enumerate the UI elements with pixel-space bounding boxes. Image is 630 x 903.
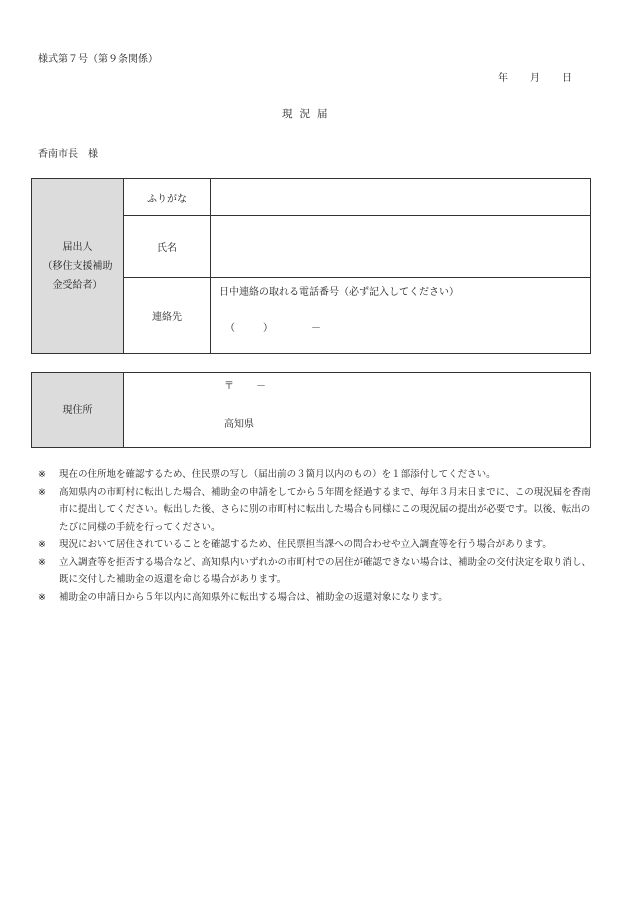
address-field[interactable] — [124, 373, 591, 448]
applicant-table — [31, 178, 591, 354]
note-text: 立入調査等を拒否する場合など、高知県内いずれかの市町村での居住が確認できない場合は、補助金の交付決定を取り消し、既に交付した補助金の返還を命じる場合があります。 — [59, 556, 592, 585]
applicant-group-text: 届出人 （移住支援補助 金受給者） — [42, 241, 113, 291]
furigana-label: ふりがな — [124, 179, 211, 216]
contact-note: 日中連絡の取れる電話番号（必ず記入してください） — [219, 287, 459, 298]
name-label: 氏名 — [124, 216, 211, 278]
addressee: 香南市長 様 — [38, 149, 98, 160]
date-line — [498, 69, 572, 84]
note-mark: ※ — [38, 486, 46, 498]
date-month-label: 月 — [530, 73, 540, 84]
postal-dash: － — [256, 381, 266, 392]
phone-number-format — [225, 319, 321, 334]
note-mark: ※ — [38, 539, 46, 550]
note-text: 現況において居住されていることを確認するため、住民票担当課への問合わせや立入調査等を行う場合があります。 — [59, 539, 552, 550]
date-day-label: 日 — [562, 73, 572, 84]
furigana-field[interactable] — [211, 179, 591, 216]
note-item — [38, 466, 594, 484]
name-field[interactable] — [211, 216, 591, 278]
note-text: 現在の住所地を確認するため、住民票の写し（届出前の３箇月以内のもの）を１部添付してください。 — [59, 469, 496, 480]
notes-section — [38, 466, 594, 606]
address-table — [31, 372, 591, 448]
phone-dash: － — [311, 323, 321, 334]
address-label: 現住所 — [32, 373, 124, 448]
phone-close-paren: ） — [263, 323, 273, 334]
form-number: 様式第７号（第９条関係） — [38, 54, 158, 65]
phone-open-paren: （ — [225, 323, 235, 334]
prefecture-text: 高知県 — [224, 419, 254, 430]
applicant-group-label — [32, 179, 124, 354]
note-item — [38, 536, 594, 554]
note-text: 補助金の申請日から５年以内に高知県外に転出する場合は、補助金の返還対象になります。 — [59, 591, 448, 603]
note-mark: ※ — [38, 591, 46, 603]
contact-label: 連絡先 — [124, 278, 211, 354]
date-year-label: 年 — [498, 73, 508, 84]
note-mark: ※ — [38, 556, 46, 568]
note-item — [38, 554, 594, 589]
postal-mark: 〒 — [224, 381, 234, 392]
note-item — [38, 589, 594, 607]
document-title: 現況届 — [282, 108, 335, 120]
note-item — [38, 484, 594, 537]
note-text: 高知県内の市町村に転出した場合、補助金の申請をしてから５年間を経過するまで、毎年３月末日までに、この現況届を香南市に提出してください。転出した後、さらに別の市町村に転出した場合も同様にこの現況届の提出が必要です。以後、転出のたびに同様の手続を行ってください。 — [59, 486, 591, 533]
note-mark: ※ — [38, 469, 46, 480]
contact-field[interactable] — [211, 278, 591, 354]
postal-code-line — [224, 377, 266, 392]
